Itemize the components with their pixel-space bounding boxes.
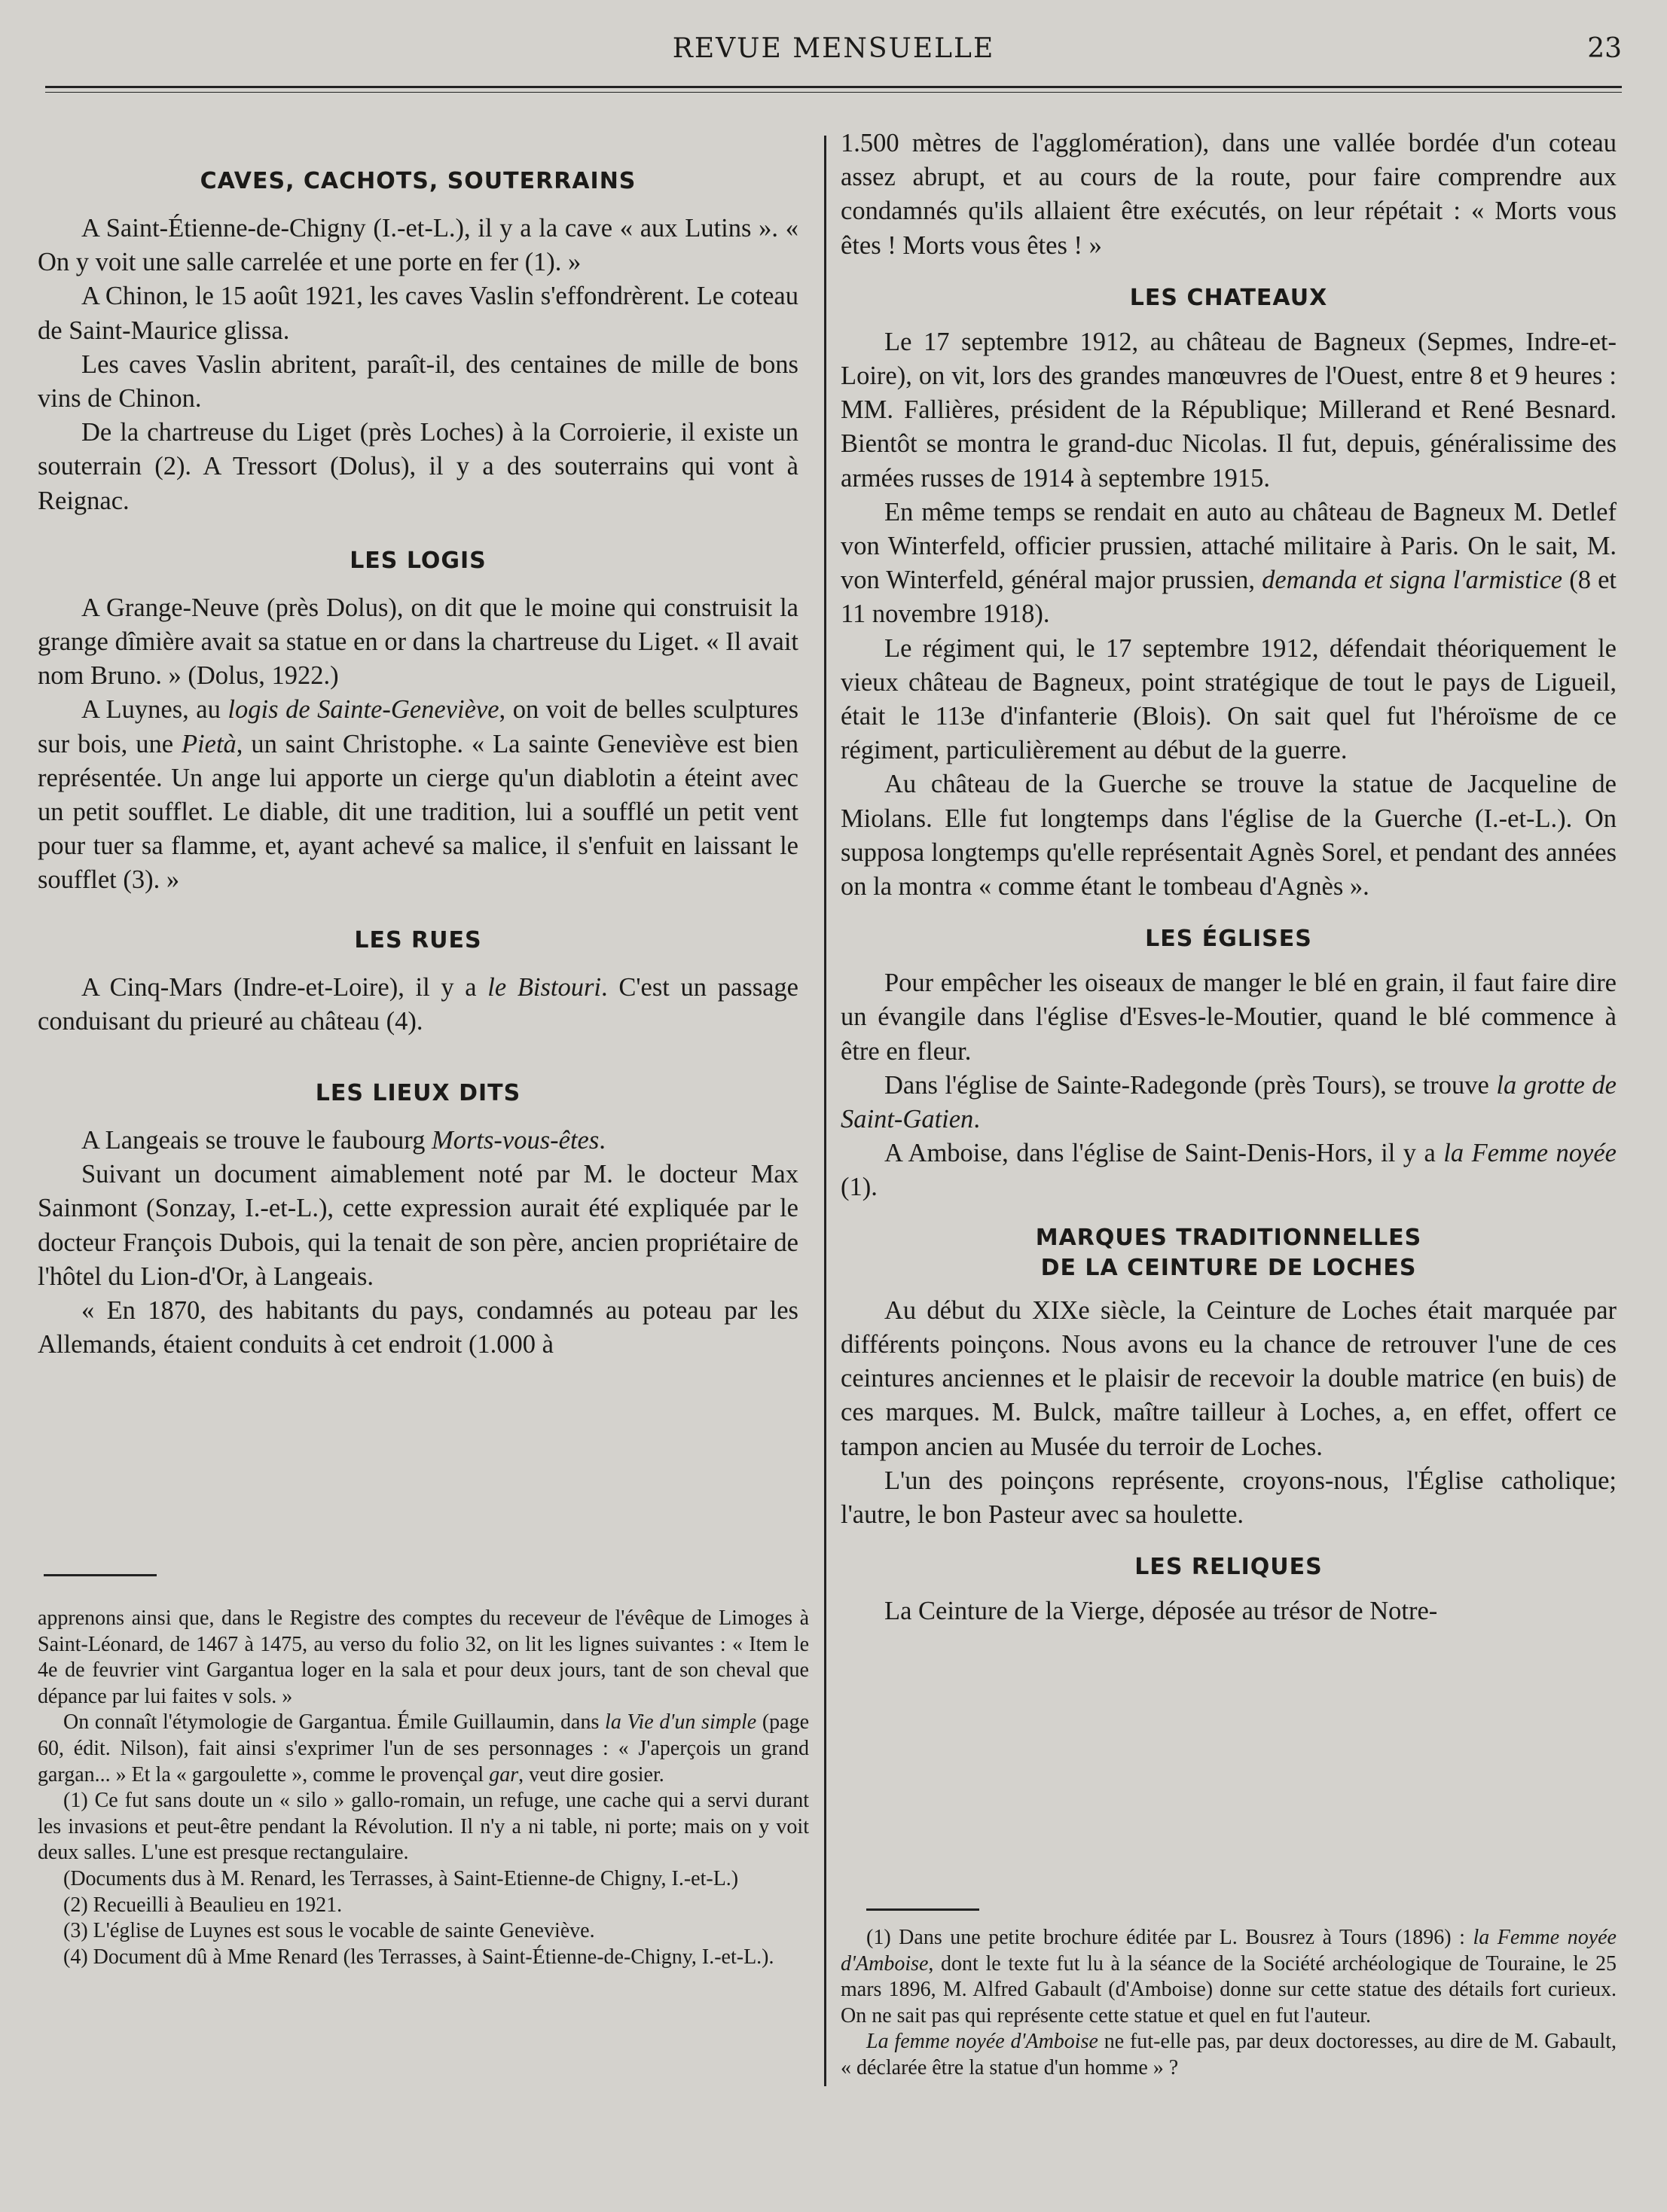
paragraph: Le régiment qui, le 17 septembre 1912, défendait théoriquement le vieux château de Bagneux, point stratégique de tout le pays de Ligueil, était le 113e d'infanterie (Blois). On sait quel fut l'héroïsme de ce régiment, particulièrement au début de la guerre.: [841, 633, 1617, 765]
section-title-marques: MARQUES TRADITIONNELLES DE LA CEINTURE DE LOCHES: [1035, 1224, 1422, 1281]
paragraph: 1.500 mètres de l'agglomération), dans une vallée bordée d'un coteau assez abrupt, et au cours de la route, pour faire comprendre aux condamnés qu'ils allaient être exécutés, on leur répétait : « Morts vous êtes ! Morts vous êtes ! »: [841, 129, 1617, 260]
section-title-chateaux: LES CHATEAUX: [1129, 284, 1328, 311]
footnote: (3) L'église de Luynes est sous le vocable de sainte Geneviève.: [63, 1919, 595, 1943]
paragraph: Les caves Vaslin abritent, paraît-il, des centaines de mille de bons vins de Chinon.: [38, 349, 798, 413]
section-title-lieux-dits: LES LIEUX DITS: [315, 1080, 521, 1107]
footnote: On connaît l'étymologie de Gargantua. Émile Guillaumin, dans la Vie d'un simple (page 60, édit. Nilson), fait ainsi s'exprimer l'un de ses personnages : « J'aperçois un grand gargan... » Et la « gargoulette », comme le provençal gar, veut dire gosier.: [38, 1710, 810, 1786]
left-column: [38, 127, 798, 1362]
paragraph: A Luynes, au logis de Sainte-Geneviève, on voit de belles sculptures sur bois, une Pietà, un saint Christophe. « La sainte Geneviève est bien représentée. Un ange lui apporte un cierge qu'un diablotin a éteint avec un petit soufflet. Le diable, dit une tradition, lui a soufflé un petit vent pour tuer sa flamme, et, ayant achevé sa malice, il s'enfuit en laissant le soufflet (3). »: [38, 695, 798, 895]
journal-title: REVUE MENSUELLE: [672, 33, 995, 64]
paragraph: L'un des poinçons représente, croyons-nous, l'Église catholique; l'autre, le bon Pasteur avec sa houlette.: [841, 1466, 1617, 1529]
footnote: (1) Dans une petite brochure éditée par L. Bousrez à Tours (1896) : la Femme noyée d'Amboise, dont le texte fut lu à la séance de la Société archéologique de Touraine, le 25 mars 1896, M. Alfred Gabault (d'Amboise) donne sur cette statue des détails fort curieux. On ne sait pas qui représente cette statue et quel en fut l'auteur.: [841, 1926, 1617, 2027]
footnote: (2) Recueilli à Beaulieu en 1921.: [63, 1893, 343, 1917]
section-title-logis: LES LOGIS: [350, 547, 487, 574]
paragraph: A Langeais se trouve le faubourg Morts-vous-êtes.: [81, 1126, 606, 1155]
right-footnotes: [841, 1925, 1617, 2082]
section-title-rues: LES RUES: [354, 926, 482, 953]
paragraph: A Amboise, dans l'église de Saint-Denis-Hors, il y a la Femme noyée (1).: [841, 1139, 1617, 1202]
footnote: La femme noyée d'Amboise ne fut-elle pas, par deux doctoresses, au dire de M. Gabault, « déclarée être la statue d'un homme » ?: [841, 2030, 1617, 2079]
paragraph: La Ceinture de la Vierge, déposée au trésor de Notre-: [884, 1597, 1438, 1626]
paragraph: A Cinq-Mars (Indre-et-Loire), il y a le Bistouri. C'est un passage conduisant du prieuré au château (4).: [38, 972, 798, 1036]
section-title-eglises: LES ÉGLISES: [1145, 926, 1312, 953]
running-header: [45, 33, 1622, 71]
paragraph: Pour empêcher les oiseaux de manger le blé en grain, il faut faire dire un évangile dans l'église d'Esves-le-Moutier, quand le blé commence à être en fleur.: [841, 969, 1617, 1066]
section-title-caves: CAVES, CACHOTS, SOUTERRAINS: [200, 168, 637, 194]
paragraph: De la chartreuse du Liget (près Loches) à la Corroierie, il existe un souterrain (2). A Tressort (Dolus), il y a des souterrains qui vont à Reignac.: [38, 418, 798, 515]
section-title-reliques: LES RELIQUES: [1134, 1554, 1323, 1581]
footnote: apprenons ainsi que, dans le Registre des comptes du receveur de l'évêque de Limoges à Saint-Léonard, de 1467 à 1475, au verso du folio 32, on lit les lignes suivantes : « Item le 4e de feuvrier vint Gargantua loger en la sala et pour deux jours, tant de son cheval que dépance par lui faites v sols. »: [38, 1606, 809, 1708]
paragraph: A Chinon, le 15 août 1921, les caves Vaslin s'effondrèrent. Le coteau de Saint-Maurice glissa.: [38, 282, 798, 345]
paragraph: « En 1870, des habitants du pays, condamnés au poteau par les Allemands, étaient conduits à cet endroit (1.000 à: [38, 1296, 798, 1359]
left-footnotes: [38, 1606, 809, 1970]
paragraph: Au début du XIXe siècle, la Ceinture de Loches était marquée par différents poinçons. Nous avons eu la chance de retrouver l'une de ces ceintures anciennes et le plaisir de recevoir la double matrice (en buis) de ces marques. M. Bulck, maître tailleur à Loches, a, en effet, offert ce tampon ancien au Musée du terroir de Loches.: [841, 1295, 1617, 1461]
paragraph: Dans l'église de Sainte-Radegonde (près Tours), se trouve la grotte de Saint-Gatien.: [841, 1070, 1617, 1134]
page-number: 23: [1587, 33, 1622, 64]
paragraph: Suivant un document aimablement noté par M. le docteur Max Sainmont (Sonzay, I.-et-L.), cette expression aurait été expliquée par le docteur François Dubois, qui la tenait de son père, ancien propriétaire de l'hôtel du Lion-d'Or, à Langeais.: [38, 1160, 798, 1291]
paragraph: Le 17 septembre 1912, au château de Bagneux (Sepmes, Indre-et-Loire), on vit, lors des grandes manœuvres de l'Ouest, entre 8 et 9 heures : MM. Fallières, président de la République; Millerand et René Besnard. Bientôt se montra le grand-duc Nicolas. Il fut, depuis, généralissime des armées russes de 1914 à septembre 1915.: [841, 327, 1617, 493]
footnote: (Documents dus à M. Renard, les Terrasses, à Saint-Etienne-de Chigny, I.-et-L.): [63, 1866, 739, 1890]
footnote-rule: [44, 1574, 157, 1576]
paragraph: Au château de la Guerche se trouve la statue de Jacqueline de Miolans. Elle fut longtemps dans l'église de la Guerche (I.-et-L.). On supposa longtemps qu'elle représentait Agnès Sorel, et pendant des années on la montra « comme étant le tombeau d'Agnès ».: [841, 770, 1617, 902]
right-column: [841, 127, 1617, 1628]
paragraph: En même temps se rendait en auto au château de Bagneux M. Detlef von Winterfeld, officier prussien, attaché militaire à Paris. On le sait, M. von Winterfeld, général major prussien, demanda et signa l'armistice (8 et 11 novembre 1918).: [841, 497, 1617, 629]
header-rule-thin: [45, 92, 1622, 93]
paragraph: A Grange-Neuve (près Dolus), on dit que le moine qui construisit la grange dîmière avait sa statue en or dans la chartreuse du Liget. « Il avait nom Bruno. » (Dolus, 1922.): [38, 593, 798, 691]
footnote: (4) Document dû à Mme Renard (les Terrasses, à Saint-Étienne-de-Chigny, I.-et-L.).: [63, 1945, 774, 1969]
paragraph: A Saint-Étienne-de-Chigny (I.-et-L.), il y a la cave « aux Lutins ». « On y voit une salle carrelée et une porte en fer (1). »: [38, 214, 798, 277]
footnote: (1) Ce fut sans doute un « silo » gallo-romain, un refuge, une cache qui a servi durant les invasions et peut-être pendant la Révolution. Il n'y a ni table, ni porte; mais on y voit deux salles. L'une est presque rectangulaire.: [38, 1789, 809, 1865]
header-rule: [45, 86, 1622, 88]
column-divider: [824, 136, 826, 2086]
footnote-rule: [866, 1908, 979, 1911]
